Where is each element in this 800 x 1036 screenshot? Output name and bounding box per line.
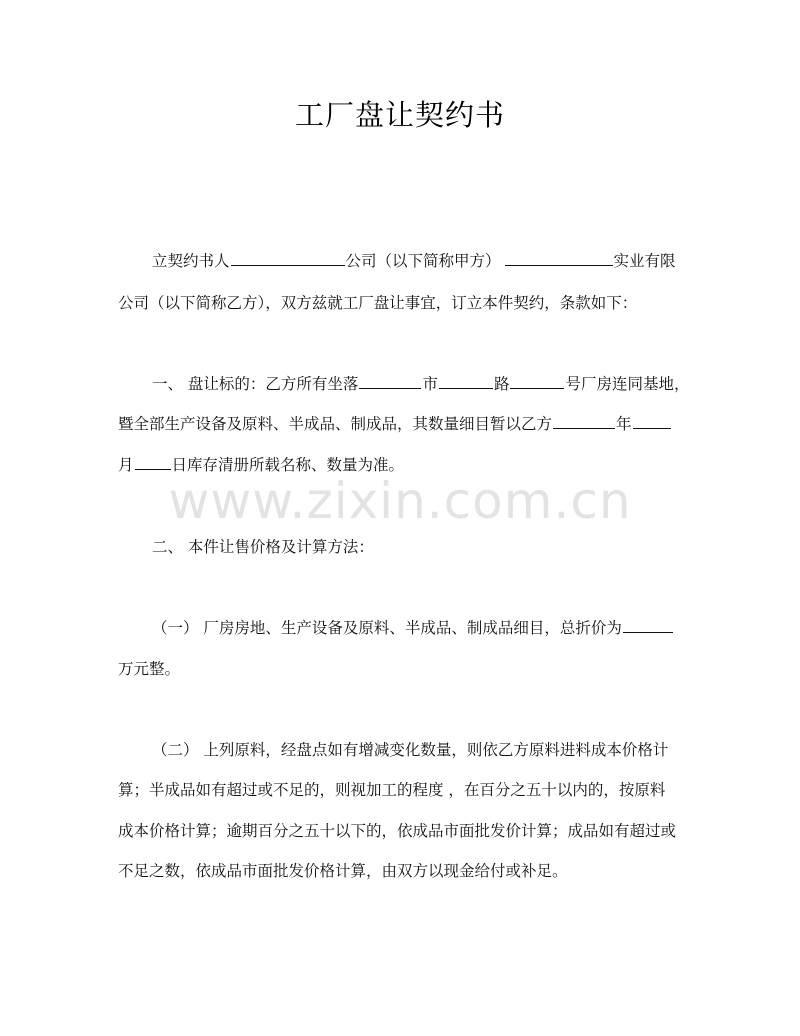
clause2-item2-line-3: 成本价格计算；逾期百分之五十以下的，依成品市面批发价计算；成品如有超过或 xyxy=(118,822,677,840)
clause2-item1-text: （一） 厂房房地、生产设备及原料、半成品、制成品细目，总折价为 xyxy=(152,619,622,637)
blank-total-price xyxy=(623,617,673,633)
clause1-line-1 xyxy=(152,373,689,395)
clause2-heading: 二、 本件让售价格及计算方法： xyxy=(152,538,374,556)
clause1-text-7: 月 xyxy=(118,456,134,474)
blank-number xyxy=(510,373,564,389)
clause1-text-2: 市 xyxy=(422,375,438,393)
clause2-item2-line-2: 算；半成品如有超过或不足的，则视加工的程度 ，在百分之五十以内的，按原料 xyxy=(118,781,666,799)
intro-line-1 xyxy=(152,250,676,272)
blank-party-b xyxy=(505,250,613,266)
blank-day xyxy=(135,454,171,470)
clause1-line-2 xyxy=(118,413,672,435)
clause2-item2-line-4: 不足之数，依成品市面批发价格计算，由双方以现金给付或补足。 xyxy=(118,862,568,880)
document-title: 工厂盘让契约书 xyxy=(294,98,505,132)
clause1-text-3: 路 xyxy=(493,375,510,393)
clause2-item1-line-1 xyxy=(152,617,674,639)
clause1-text-4: 号厂房连同基地， xyxy=(565,375,690,393)
clause1-text-6: 年 xyxy=(616,415,632,433)
intro-line-2: 公司（以下简称乙方），双方兹就工厂盘让事宜，订立本件契约，条款如下： xyxy=(118,294,638,312)
blank-city xyxy=(359,373,421,389)
clause2-item1-line-2: 万元整。 xyxy=(118,660,181,678)
intro-text-2: 公司（以下简称甲方） xyxy=(345,252,501,270)
blank-year xyxy=(553,413,615,429)
intro-text-3: 实业有限 xyxy=(613,252,676,270)
clause2-item2-line-1: （二） 上列原料，经盘点如有增减变化数量，则依乙方原料进料成本价格计 xyxy=(152,741,669,759)
clause1-text-1: 一、 盘让标的：乙方所有坐落 xyxy=(152,375,359,393)
clause1-line-3 xyxy=(118,454,404,476)
blank-road xyxy=(439,373,493,389)
clause1-text-8: 日库存清册所载名称、数量为准。 xyxy=(171,456,405,474)
clause1-text-5: 暨全部生产设备及原料、半成品、制成品，其数量细目暂以乙方 xyxy=(118,415,553,433)
blank-month xyxy=(633,413,671,429)
blank-party-a xyxy=(231,250,345,266)
intro-text-1: 立契约书人 xyxy=(152,252,230,270)
watermark: www.zixin.com.cn xyxy=(168,472,632,530)
